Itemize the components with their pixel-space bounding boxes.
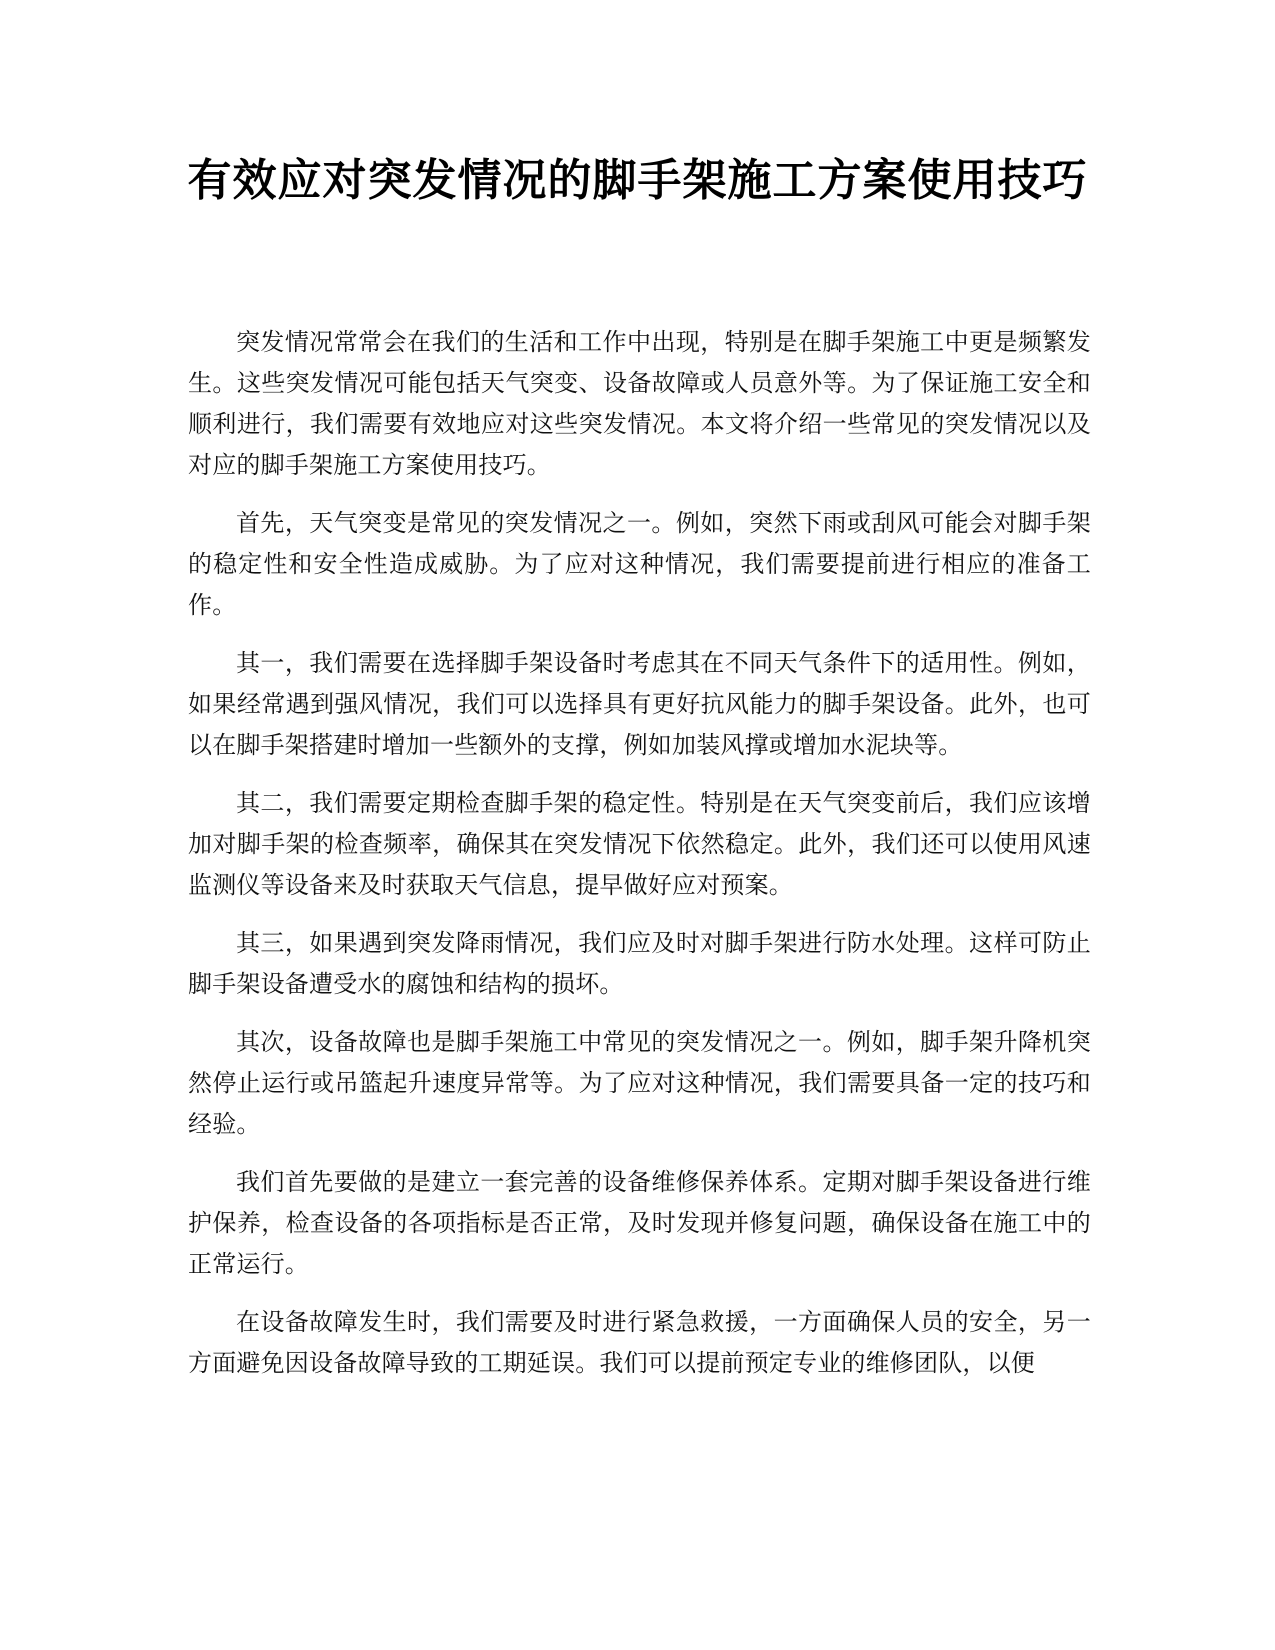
paragraph-6: 其次，设备故障也是脚手架施工中常见的突发情况之一。例如，脚手架升降机突然停止运行或吊篮起升速度异常等。为了应对这种情况，我们需要具备一定的技巧和经验。 [188,1028,1091,1138]
paragraph-1: 突发情况常常会在我们的生活和工作中出现，特别是在脚手架施工中更是频繁发生。这些突发情况可能包括天气突变、设备故障或人员意外等。为了保证施工安全和顺利进行，我们需要有效地应对这些突发情况。本文将介绍一些常见的突发情况以及对应的脚手架施工方案使用技巧。 [188,328,1091,479]
paragraph-5: 其三，如果遇到突发降雨情况，我们应及时对脚手架进行防水处理。这样可防止脚手架设备遭受水的腐蚀和结构的损坏。 [188,929,1091,998]
document-title: 有效应对突发情况的脚手架施工方案使用技巧 [187,155,1088,206]
paragraph-8: 在设备故障发生时，我们需要及时进行紧急救援，一方面确保人员的安全，另一方面避免因设备故障导致的工期延误。我们可以提前预定专业的维修团队，以便 [188,1308,1091,1377]
document-body [188,322,1091,1401]
paragraph-3: 其一，我们需要在选择脚手架设备时考虑其在不同天气条件下的适用性。例如，如果经常遇到强风情况，我们可以选择具有更好抗风能力的脚手架设备。此外，也可以在脚手架搭建时增加一些额外的支撑，例如加装风撑或增加水泥块等。 [188,649,1091,759]
paragraph-4: 其二，我们需要定期检查脚手架的稳定性。特别是在天气突变前后，我们应该增加对脚手架的检查频率，确保其在突发情况下依然稳定。此外，我们还可以使用风速监测仪等设备来及时获取天气信息，提早做好应对预案。 [188,789,1091,899]
paragraph-2: 首先，天气突变是常见的突发情况之一。例如，突然下雨或刮风可能会对脚手架的稳定性和安全性造成威胁。为了应对这种情况，我们需要提前进行相应的准备工作。 [188,509,1091,619]
paragraph-7: 我们首先要做的是建立一套完善的设备维修保养体系。定期对脚手架设备进行维护保养，检查设备的各项指标是否正常，及时发现并修复问题，确保设备在施工中的正常运行。 [188,1168,1091,1278]
